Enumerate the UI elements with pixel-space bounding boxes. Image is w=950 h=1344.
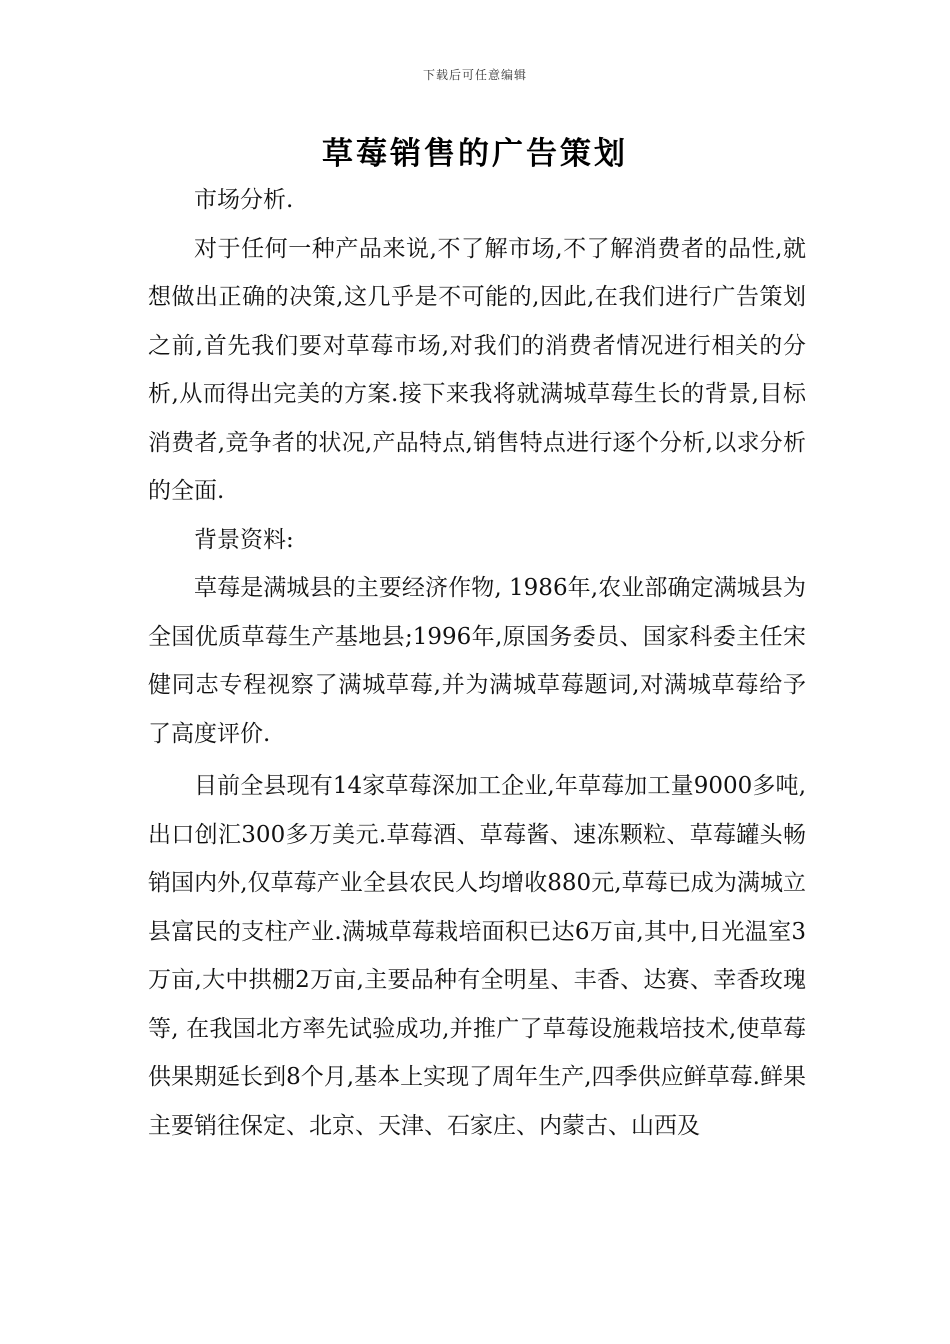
document-body (148, 176, 806, 1150)
document-title: 草莓销售的广告策划 (322, 136, 628, 172)
header-note: 下载后可任意编辑 (422, 68, 527, 82)
market-analysis-heading: 市场分析. (194, 187, 294, 213)
background-heading: 背景资料: (194, 526, 294, 553)
industry-paragraph: 目前全县现有14家草莓深加工企业,年草莓加工量9000多吨,出口创汇300多万美元.草莓酒、草莓酱、速冻颗粒、草莓罐头畅销国内外,仅草莓产业全县农民人均增收880元,草莓已成为满城立县富民的支柱产业.满城草莓栽培面积已达6万亩,其中,日光温室3万亩,大中拱棚2万亩,主要品种有全明星、丰香、达赛、幸香玫瑰等, 在我国北方率先试验成功,并推广了草莓设施栽培技术,使草莓供果期延长到8个月,基本上实现了周年生产,四季供应鲜草莓.鲜果主要销往保定、北京、天津、石家庄、内蒙古、山西及 (148, 773, 806, 1139)
background-paragraph: 草莓是满城县的主要经济作物, 1986年,农业部确定满城县为全国优质草莓生产基地县;1996年,原国务委员、国家科委主任宋健同志专程视察了满城草莓,并为满城草莓题词,对满城草莓给予了高度评价. (148, 575, 806, 747)
market-analysis-paragraph: 对于任何一种产品来说,不了解市场,不了解消费者的品性,就想做出正确的决策,这几乎是不可能的,因此,在我们进行广告策划之前,首先我们要对草莓市场,对我们的消费者情况进行相关的分析,从而得出完美的方案.接下来我将就满城草莓生长的背景,目标消费者,竞争者的状况,产品特点,销售特点进行逐个分析,以求分析的全面. (148, 235, 806, 504)
